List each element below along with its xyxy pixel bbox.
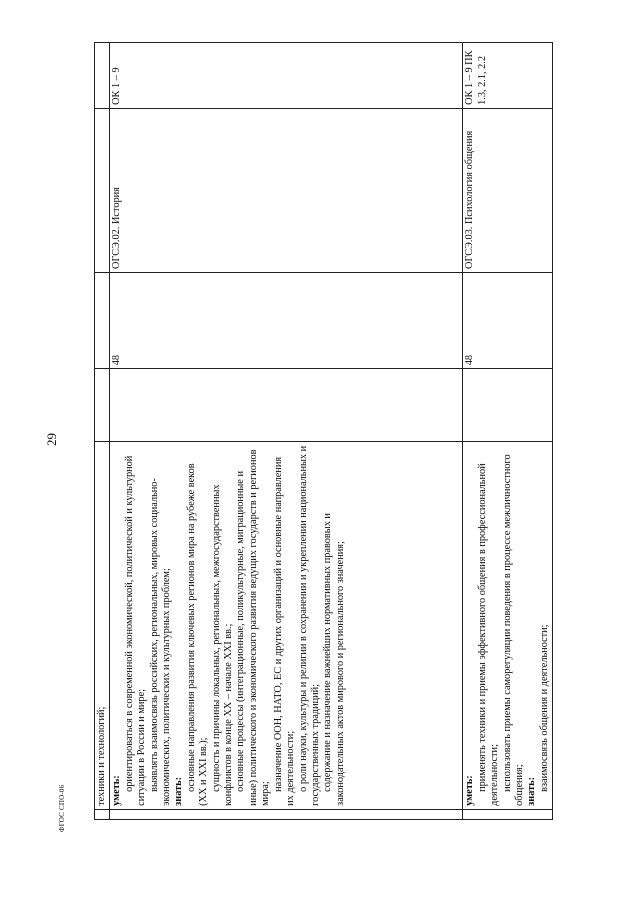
empty-cell [463, 369, 553, 442]
skill-line: взаимосвязь общения и деятельности; [538, 624, 550, 792]
section-label: уметь: [111, 775, 123, 806]
index-cell [110, 809, 463, 819]
hours-cell [95, 272, 110, 368]
index-cell [95, 809, 110, 819]
discipline-cell [95, 108, 110, 272]
competencies-cell: ОК 1 – 9 ПК 1.3, 2.1, 2.2 [463, 43, 553, 109]
section-label: знать: [173, 776, 185, 806]
skill-line: назначение ООН, НАТО, ЕС и других организаций и основные направления их деятельности; [272, 456, 297, 806]
competencies-cell: ОК 1 – 9 [110, 43, 463, 109]
section-label: уметь: [464, 775, 476, 806]
competencies-cell [95, 43, 110, 109]
discipline-cell: ОГСЭ.03. Психология общения [463, 108, 553, 272]
table-row [110, 43, 463, 820]
skill-line: содержание и назначение важнейших нормативных правовых и законодательных актов мирового и регионального значения; [322, 513, 346, 806]
skill-line: основные процессы (интеграционные, поликультурные, миграционные и иные) политического и экономического развития ведущих государств и регионов мира; [235, 449, 272, 806]
skill-line: техники и технологий; [96, 706, 107, 806]
hours-cell: 48 [463, 272, 553, 368]
skills-cell [463, 442, 553, 810]
skill-line: сущность и причины локальных, региональных, межгосударственных конфликтов в конце XX – начале XXI вв.; [210, 484, 235, 806]
skill-line: применять техники и приемы эффективного общения в профессиональной деятельности; [476, 463, 501, 806]
table-row [95, 43, 110, 820]
skill-line: основные направления развития ключевых регионов мира на рубеже веков (XX и XXI вв.); [185, 463, 210, 806]
skill-line: ориентироваться в современной экономической, политической и культурной ситуации в России и мире; [123, 455, 148, 806]
footer-code: ФГОС СПО-06 [58, 784, 66, 832]
skill-line: выявлять взаимосвязь российских, региональных, мировых социально-экономических, политических и культурных проблем; [148, 478, 173, 806]
discipline-cell: ОГСЭ.02. История [110, 108, 463, 272]
skill-line: использовать приемы саморегуляции поведения в процессе межличностного общения; [501, 454, 526, 806]
empty-cell [110, 369, 463, 442]
index-cell [463, 809, 553, 819]
page-number: 29 [44, 433, 59, 446]
curriculum-table [94, 42, 550, 820]
empty-cell [95, 369, 110, 442]
section-label: знать: [526, 776, 538, 806]
skill-line: о роли науки, культуры и религии в сохранении и укреплении национальных и государственных традиций; [297, 445, 321, 806]
skills-cell [110, 442, 463, 810]
skills-cell [95, 442, 110, 810]
hours-cell: 48 [110, 272, 463, 368]
table-row [463, 43, 553, 820]
